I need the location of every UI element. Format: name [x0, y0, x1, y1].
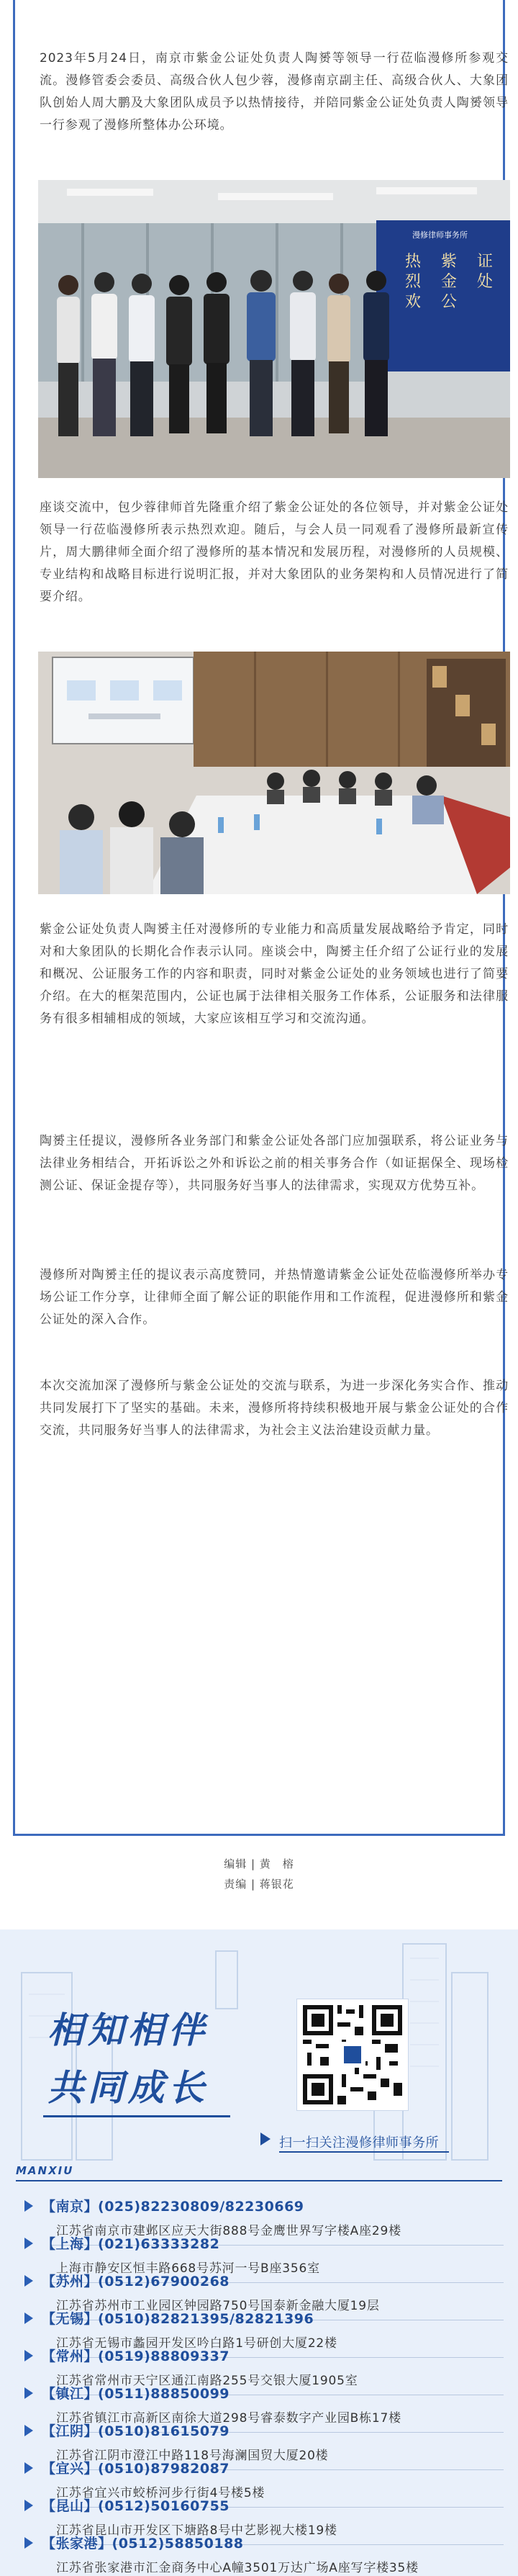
banner-char: 烈 — [405, 273, 422, 291]
photo-group-visit — [38, 180, 510, 478]
office-address: 江苏省无锡市蠡园开发区吟白路1号研创大厦22楼 — [56, 2336, 337, 2351]
brand-label: MANXIU — [16, 2164, 74, 2177]
banner-char: 紫 — [441, 253, 458, 271]
slogan-underline — [43, 2115, 230, 2117]
office-address: 江苏省张家港市汇金商务中心A幢3501万达广场A座写字楼35楼 — [56, 2561, 419, 2575]
office-address: 江苏省南京市建邺区应天大街888号金鹰世界写字楼A座29楼 — [56, 2224, 401, 2238]
office-phone[interactable]: (0519)88809337 — [98, 2348, 230, 2364]
qr-code[interactable] — [296, 1999, 409, 2111]
banner-char: 处 — [477, 273, 494, 291]
article-paragraph-6: 本次交流加深了漫修所与紫金公证处的交流与联系，为进一步深化务实合作、推动共同发展打下了坚实的基础。未来，漫修所将持续积极地开展与紫金公证处的合作交流，共同服务好当事人的法律需求，为社会主义法治建设贡献力量。 — [40, 1379, 509, 1438]
article-paragraph-4: 陶赟主任提议，漫修所各业务部门和紫金公证处各部门应加强联系，将公证业务与法律业务相结合，开拓诉讼之外和诉讼之前的相关事务合作（如证据保全、现场检测公证、保证金提存等），共同服务好当事人的法律需求，实现双方优势互补。 — [40, 1134, 509, 1193]
banner-char: 欢 — [405, 293, 422, 311]
scan-arrow-icon — [260, 2133, 271, 2145]
office-city: 【上海】 — [42, 2236, 99, 2252]
article-paragraph-5: 漫修所对陶赟主任的提议表示高度赞同，并热情邀请紫金公证处莅临漫修所举办专场公证工作分享，让律师全面了解公证的职能作用和工作流程，促进漫修所和紫金公证处的深入合作。 — [40, 1268, 509, 1327]
office-address: 江苏省昆山市开发区下塘路8号中艺影视大楼19楼 — [56, 2523, 337, 2538]
office-city: 【苏州】 — [42, 2274, 99, 2289]
office-city: 【宜兴】 — [42, 2461, 99, 2477]
office-phone[interactable]: (0510)82821395/82821396 — [98, 2311, 314, 2327]
office-address: 江苏省常州市天宁区通江南路255号交银大厦1905室 — [56, 2374, 358, 2388]
office-phone[interactable]: (0511)88850099 — [98, 2386, 230, 2402]
bullet-triangle-icon — [24, 2387, 33, 2399]
banner-char: 热 — [405, 253, 422, 271]
office-address: 江苏省江阴市澄江中路118号海澜国贸大厦20楼 — [56, 2449, 329, 2463]
article-paragraph-1: 2023年5月24日，南京市紫金公证处负责人陶赟等领导一行莅临漫修所参观交流。漫修管委会委员、高级合伙人包少蓉，漫修南京副主任、高级合伙人、大象团队创始人周大鹏及大象团队成员予以热情接待，并陪同紫金公证处负责人陶赟领导一行参观了漫修所整体办公环境。 — [40, 51, 509, 132]
office-phone[interactable]: (021)63333282 — [98, 2236, 220, 2252]
office-address: 上海市静安区恒丰路668号苏河一号B座356室 — [56, 2261, 320, 2276]
banner-char: 证 — [477, 253, 494, 271]
office-phone[interactable]: (0510)81615079 — [98, 2423, 230, 2439]
bullet-triangle-icon — [24, 2500, 33, 2511]
office-city: 【南京】 — [42, 2199, 99, 2215]
office-city: 【张家港】 — [42, 2536, 112, 2552]
bullet-triangle-icon — [24, 2312, 33, 2324]
office-phone[interactable]: (025)82230809/82230669 — [98, 2199, 304, 2215]
office-phone[interactable]: (0512)58850188 — [112, 2536, 244, 2552]
office-address: 江苏省宜兴市蛟桥河步行街4号楼5楼 — [56, 2486, 265, 2500]
slogan-line-1: 相知相伴 — [47, 2009, 209, 2051]
banner-char: 公 — [441, 293, 458, 311]
photo-meeting-room — [38, 652, 510, 894]
promo-footer — [0, 1929, 518, 2576]
reviewer-credit: 责编 | 蒋银花 — [224, 1878, 294, 1891]
bullet-triangle-icon — [24, 2425, 33, 2436]
section-divider — [16, 2180, 502, 2181]
article-paragraph-3: 紫金公证处负责人陶赟主任对漫修所的专业能力和高质量发展战略给予肯定，同时对和大象团队的长期化合作表示认同。座谈会中，陶赟主任介绍了公证行业的发展和概况、公证服务工作的内容和职责，同时对紫金公证处的业务领域也进行了简要介绍。在大的框架范围内，公证也属于法律相关服务工作体系，公证服务和法律服务有很多相辅相成的领域，大家应该相互学习和交流沟通。 — [40, 922, 509, 1026]
office-address: 江苏省镇江市高新区南徐大道298号睿泰数字产业园B栋17楼 — [56, 2411, 401, 2426]
slogan-line-2: 共同成长 — [47, 2066, 209, 2109]
bullet-triangle-icon — [24, 2537, 33, 2549]
office-phone[interactable]: (0512)67900268 — [98, 2274, 230, 2289]
office-address: 江苏省苏州市工业园区钟园路750号国泰新金融大厦19层 — [56, 2299, 380, 2313]
office-city: 【镇江】 — [42, 2386, 99, 2402]
office-phone[interactable]: (0510)87982087 — [98, 2461, 230, 2477]
office-city: 【常州】 — [42, 2348, 99, 2364]
article-card — [13, 0, 509, 1836]
office-city: 【昆山】 — [42, 2498, 99, 2514]
bullet-triangle-icon — [24, 2462, 33, 2474]
scan-underline — [279, 2151, 449, 2153]
bullet-triangle-icon — [24, 2238, 33, 2249]
office-phone[interactable]: (0512)50160755 — [98, 2498, 230, 2514]
photo-banner-title: 漫修律师事务所 — [412, 230, 468, 240]
office-city: 【无锡】 — [42, 2311, 99, 2327]
scan-prompt: 扫一扫关注漫修律师事务所 — [279, 2135, 439, 2151]
editor-credit: 编辑 | 黄 榕 — [224, 1857, 294, 1870]
bullet-triangle-icon — [24, 2200, 33, 2212]
article-paragraph-2: 座谈交流中，包少蓉律师首先隆重介绍了紫金公证处的各位领导，并对紫金公证处领导一行莅临漫修所表示热烈欢迎。随后，与会人员一同观看了漫修所最新宣传片，周大鹏律师全面介绍了漫修所的基本情况和发展历程，对漫修所的人员规模、专业结构和战略目标进行说明汇报，并对大象团队的业务架构和人员情况进行了简要介绍。 — [40, 500, 509, 604]
office-city: 【江阴】 — [42, 2423, 99, 2439]
bullet-triangle-icon — [24, 2275, 33, 2287]
bullet-triangle-icon — [24, 2350, 33, 2361]
banner-char: 金 — [441, 273, 458, 291]
